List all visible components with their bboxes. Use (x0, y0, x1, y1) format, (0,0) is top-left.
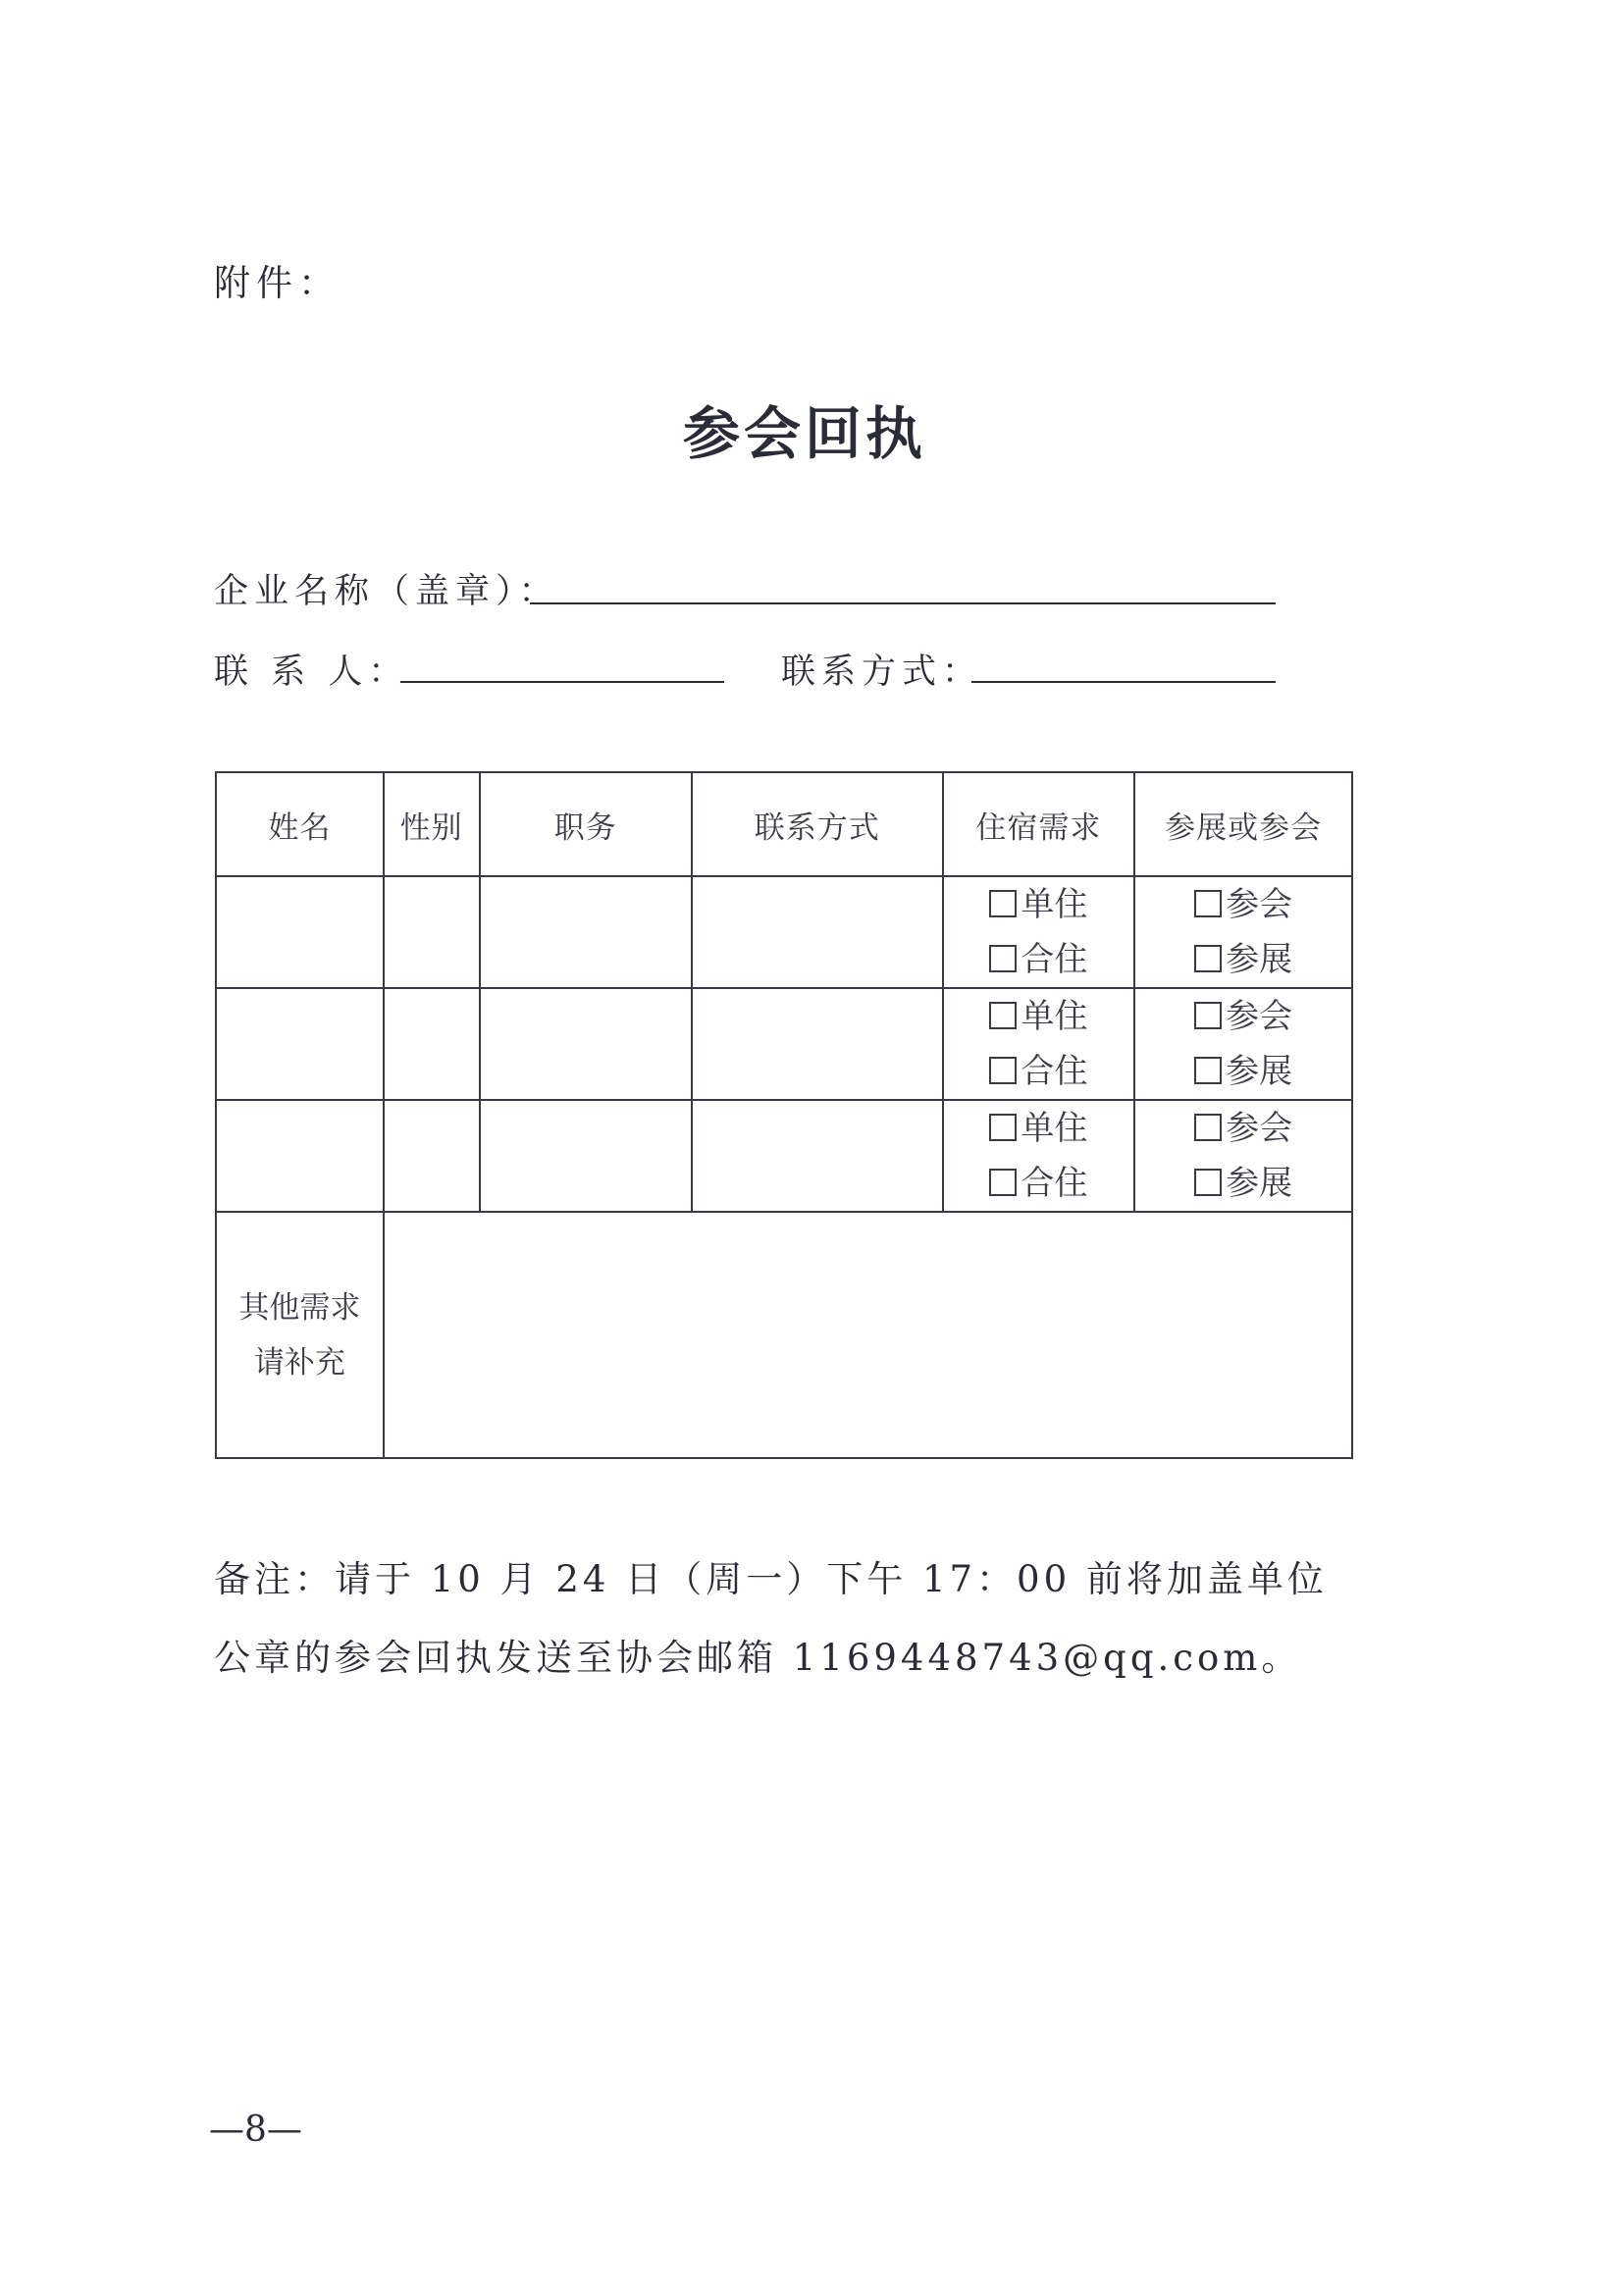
header-contact: 联系方式 (692, 772, 942, 876)
other-needs-input[interactable] (384, 1212, 1352, 1458)
table-row (216, 1100, 1352, 1212)
name-cell[interactable] (216, 988, 384, 1100)
position-cell[interactable] (480, 988, 693, 1100)
checkbox-icon[interactable] (989, 1057, 1017, 1084)
attend-option-exhibit[interactable]: 参展 (1135, 932, 1351, 987)
gender-cell[interactable] (384, 1100, 480, 1212)
contact-person-input-line[interactable] (400, 681, 724, 683)
note-line-1: 备注：请于 10 月 24 日（周一）下午 17：00 前将加盖单位 (214, 1558, 1328, 1600)
contact-method-input-line[interactable] (971, 681, 1276, 683)
attend-cell (1134, 876, 1352, 988)
lodging-cell (943, 1100, 1135, 1212)
attend-cell (1134, 988, 1352, 1100)
attend-option-meeting[interactable]: 参会 (1135, 989, 1351, 1044)
other-needs-label-cell (216, 1212, 384, 1458)
header-lodging: 住宿需求 (943, 772, 1135, 876)
other-needs-label: 其他需求 (238, 1289, 361, 1326)
name-cell[interactable] (216, 1100, 384, 1212)
checkbox-icon[interactable] (989, 890, 1017, 917)
attend-cell (1134, 1100, 1352, 1212)
lodging-cell (943, 876, 1135, 988)
attend-option-exhibit[interactable]: 参展 (1135, 1044, 1351, 1099)
header-attend: 参展或参会 (1134, 772, 1352, 876)
other-needs-sublabel: 请补充 (253, 1344, 345, 1381)
checkbox-icon[interactable] (1194, 1002, 1222, 1029)
table-row (216, 876, 1352, 988)
note-line-2: 公章的参会回执发送至协会邮箱 1169448743@qq.com。 (214, 1637, 1302, 1679)
checkbox-icon[interactable] (1194, 1057, 1222, 1084)
gender-cell[interactable] (384, 988, 480, 1100)
name-cell[interactable] (216, 876, 384, 988)
header-row (216, 772, 1352, 876)
attend-option-meeting[interactable]: 参会 (1135, 877, 1351, 932)
lodging-option-shared[interactable]: 合住 (944, 1156, 1134, 1211)
contact-method-field (781, 645, 982, 694)
header-position: 职务 (480, 772, 693, 876)
lodging-option-single[interactable]: 单住 (944, 877, 1134, 932)
contact-cell[interactable] (692, 988, 942, 1100)
contact-person-field (214, 645, 408, 694)
other-needs-row (216, 1212, 1352, 1458)
lodging-option-single[interactable]: 单住 (944, 1101, 1134, 1156)
lodging-option-shared[interactable]: 合住 (944, 932, 1134, 987)
lodging-option-shared[interactable]: 合住 (944, 1044, 1134, 1099)
checkbox-icon[interactable] (989, 1169, 1017, 1196)
lodging-option-single[interactable]: 单住 (944, 989, 1134, 1044)
checkbox-icon[interactable] (989, 1002, 1017, 1029)
contact-cell[interactable] (692, 1100, 942, 1212)
gender-cell[interactable] (384, 876, 480, 988)
company-input-line[interactable] (530, 602, 1276, 604)
attend-option-meeting[interactable]: 参会 (1135, 1101, 1351, 1156)
table-row (216, 988, 1352, 1100)
checkbox-icon[interactable] (1194, 890, 1222, 917)
page-number: —8— (209, 2110, 302, 2150)
contact-cell[interactable] (692, 876, 942, 988)
position-cell[interactable] (480, 876, 693, 988)
attachment-label: 附件： (214, 262, 340, 304)
header-gender: 性别 (384, 772, 480, 876)
position-cell[interactable] (480, 1100, 693, 1212)
checkbox-icon[interactable] (989, 945, 1017, 972)
attend-option-exhibit[interactable]: 参展 (1135, 1156, 1351, 1211)
checkbox-icon[interactable] (1194, 1169, 1222, 1196)
header-name: 姓名 (216, 772, 384, 876)
company-label: 企业名称（盖章）： (214, 572, 559, 611)
receipt-table (215, 771, 1353, 1459)
contact-person-label: 联 系 人： (214, 652, 409, 692)
company-field (214, 564, 559, 613)
checkbox-icon[interactable] (989, 1114, 1017, 1141)
lodging-cell (943, 988, 1135, 1100)
checkbox-icon[interactable] (1194, 945, 1222, 972)
contact-method-label: 联系方式： (781, 652, 983, 692)
page-title: 参会回执 (682, 400, 926, 467)
checkbox-icon[interactable] (1194, 1114, 1222, 1141)
